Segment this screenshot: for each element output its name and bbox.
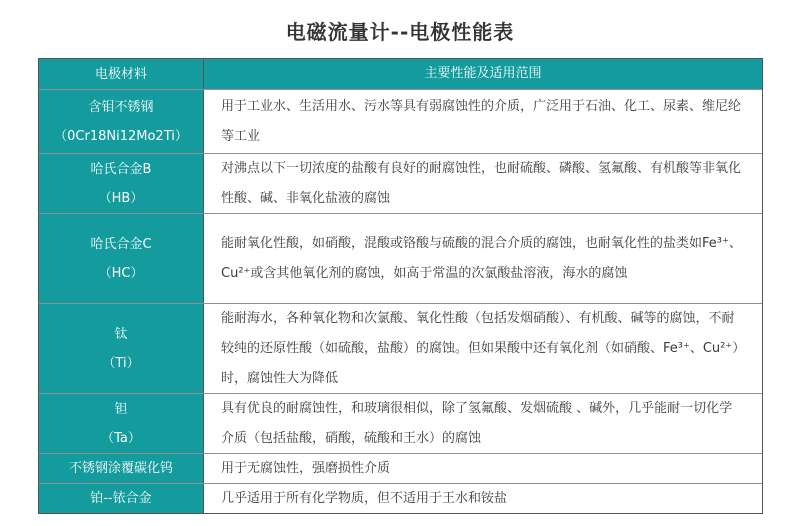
desc-cell <box>204 454 762 483</box>
table-row <box>39 153 762 213</box>
desc-cell <box>204 304 762 393</box>
header-cell-material <box>39 59 204 89</box>
desc-cell <box>204 90 762 153</box>
material-code: （0Cr18Ni12Mo2Ti） <box>54 128 188 144</box>
desc-text: 具有优良的耐腐蚀性，和玻璃很相似，除了氢氟酸、发烟硫酸 、碱外，几乎能耐一切化学介质（包括盐酸，硝酸，硫酸和王水）的腐蚀 <box>221 400 733 446</box>
desc-text: 几乎适用于所有化学物质，但不适用于王水和铵盐 <box>221 490 508 506</box>
material-name: 哈氏合金B <box>90 161 152 177</box>
material-cell <box>39 304 204 393</box>
desc-cell <box>204 484 762 513</box>
material-name: 钛 <box>114 326 128 342</box>
table-row <box>39 213 762 303</box>
material-name: 钽 <box>114 401 128 417</box>
desc-text: 用于工业水、生活用水、污水等具有弱腐蚀性的介质，广泛用于石油、化工、尿素、维尼纶等工业 <box>221 98 742 144</box>
desc-cell <box>204 214 762 303</box>
material-name: 不锈钢涂覆碳化钨 <box>68 461 173 476</box>
table-row <box>39 483 762 513</box>
desc-text: 能耐氧化性酸，如硝酸，混酸或铬酸与硫酸的混合介质的腐蚀，也耐氧化性的盐类如Fe³⁺、Cu²⁺或含其他氧化剂的腐蚀，如高于常温的次氯酸盐溶液，海水的腐蚀 <box>221 235 742 281</box>
electrode-performance-table <box>38 58 763 514</box>
table-row <box>39 393 762 453</box>
table-header-row <box>39 59 762 89</box>
material-cell <box>39 484 204 513</box>
material-cell <box>39 214 204 303</box>
material-cell <box>39 394 204 453</box>
material-code: （Ti） <box>102 355 140 371</box>
desc-cell <box>204 394 762 453</box>
header-material-label: 电极材料 <box>94 66 147 82</box>
material-code: （HC） <box>98 265 144 281</box>
table-row <box>39 303 762 393</box>
table-row <box>39 453 762 483</box>
desc-text: 对沸点以下一切浓度的盐酸有良好的耐腐蚀性，也耐硫酸、磷酸、氢氟酸、有机酸等非氧化性酸、碱、非氧化盐液的腐蚀 <box>221 160 742 206</box>
material-cell <box>39 154 204 213</box>
desc-cell <box>204 154 762 213</box>
page-title: 电磁流量计--电极性能表 <box>285 20 515 44</box>
material-cell <box>39 454 204 483</box>
header-cell-performance <box>204 59 762 89</box>
material-name: 铂--铱合金 <box>90 491 152 506</box>
material-cell <box>39 90 204 153</box>
material-name: 含钼不锈钢 <box>88 99 154 115</box>
material-code: （HB） <box>98 190 144 206</box>
header-performance-label: 主要性能及适用范围 <box>424 66 542 81</box>
table-row <box>39 89 762 153</box>
material-code: （Ta） <box>101 430 141 446</box>
desc-text: 能耐海水，各种氧化物和次氯酸、氧化性酸（包括发烟硝酸）、有机酸、碱等的腐蚀，不耐较纯的还原性酸（如硫酸，盐酸）的腐蚀。但如果酸中还有氧化剂（如硝酸、Fe³⁺、Cu²⁺）时，腐蚀性大为降低 <box>221 310 739 386</box>
material-name: 哈氏合金C <box>90 236 152 252</box>
desc-text: 用于无腐蚀性，强磨损性介质 <box>221 460 391 476</box>
